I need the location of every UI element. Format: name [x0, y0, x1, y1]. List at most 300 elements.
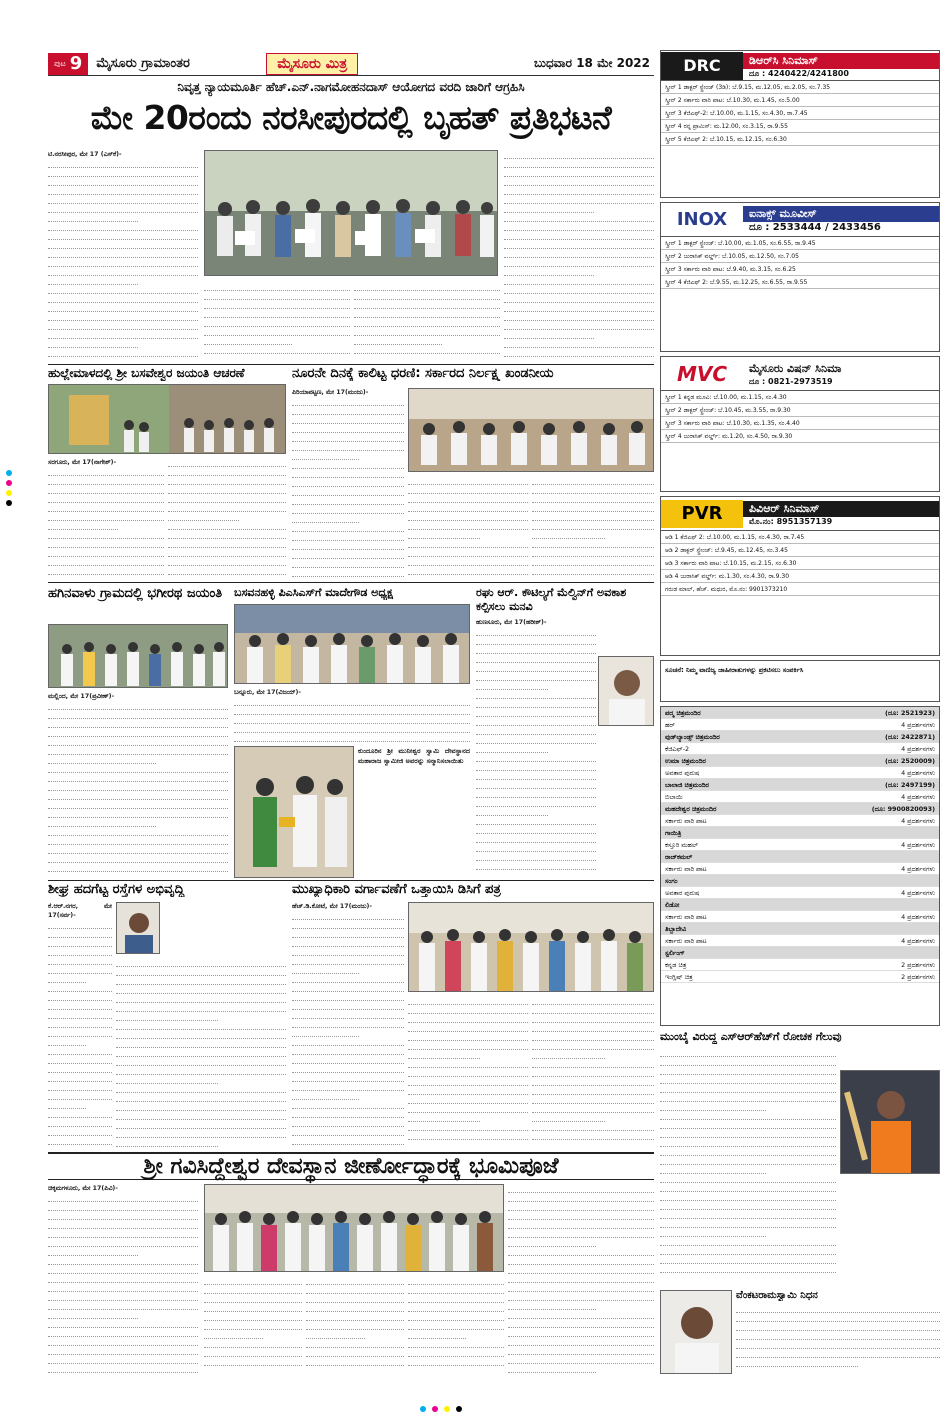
- body-text-line: [48, 800, 228, 809]
- body-text-line: [306, 1357, 404, 1366]
- theatre-film-row: [661, 839, 939, 851]
- body-text-line: [476, 870, 548, 878]
- pvr-showtime-row: ಆಡಿ 4 ಜುರಾಸಿಕ್ ವರ್ಲ್ಡ್: ಮ.1.30, ಸಂ.4.30, ರಾ.9.30: [661, 570, 939, 583]
- notice-text: ಸೂಚನೆ: ನಿಮ್ಮ ವಾಣಿಜ್ಯ ಜಾಹೀರಾತುಗಳನ್ನು ಪ್ರಕಟಿಸಲು ಸಂಪರ್ಕಿಸಿ: [665, 666, 804, 674]
- pvr-showtime-row: ಗರುಡ ಮಾಲ್, ಹೆಚ್. ಮಧುರ, ಮೊ.ನಂ: 9901373210: [661, 583, 939, 596]
- body-text-line: [532, 1077, 654, 1086]
- theatre-detail: [865, 923, 935, 934]
- theatre-film-row: [661, 959, 939, 971]
- body-text-line: [204, 1321, 302, 1330]
- pvr-name: ಪಿವಿಆರ್ ಸಿನಿಮಾಸ್: [743, 501, 939, 517]
- body-text-line: [292, 478, 404, 487]
- body-text-line: [504, 339, 654, 348]
- body-text-line: [292, 1127, 404, 1136]
- body-text-line: [476, 672, 596, 681]
- temple-procession-image: [49, 385, 286, 454]
- body-text-line: [292, 938, 404, 947]
- theatre-detail: 4 ಪ್ರದರ್ಶನಗಳು: [901, 865, 935, 873]
- theatre-film-row: [661, 719, 939, 731]
- body-text-line: [532, 485, 654, 494]
- body-text-line: [292, 505, 404, 514]
- body-text-line: [508, 1193, 654, 1202]
- body-text-line: [48, 330, 198, 339]
- body-text-line: [508, 1319, 654, 1328]
- body-text-line: [660, 1048, 836, 1057]
- story-transfer-body-col2: [408, 996, 528, 1148]
- body-text-line: [408, 512, 528, 521]
- body-text-line: [292, 1091, 359, 1100]
- story-transfer-photo: [408, 902, 654, 992]
- body-text-line: [508, 1202, 654, 1211]
- lead-body-col4: [504, 150, 654, 362]
- body-text-line: [116, 967, 286, 976]
- body-text-line: [292, 983, 404, 992]
- body-text-line: [292, 523, 404, 532]
- body-text-line: [116, 1066, 286, 1075]
- body-text-line: [532, 1032, 654, 1041]
- body-text-line: [48, 494, 164, 503]
- body-text-line: [292, 559, 404, 568]
- lead-kicker: ನಿವೃತ್ತ ನ್ಯಾಯಮೂರ್ತಿ ಹೆಚ್.ಎನ್.ನಾಗಮೋಹನದಾಸ್ ಆಯೋಗದ ವರದಿ ಜಾರಿಗೆ ಆಗ್ರಹಿಸಿ: [177, 80, 525, 94]
- theatre-detail: [865, 827, 935, 838]
- body-text-line: [306, 1330, 365, 1339]
- body-text-line: [204, 345, 350, 354]
- body-text-line: [292, 920, 404, 929]
- body-text-line: [476, 807, 548, 816]
- body-text-line: [504, 294, 654, 303]
- body-text-line: [408, 1104, 528, 1113]
- body-text-line: [292, 1028, 359, 1037]
- body-text-line: [508, 1337, 654, 1346]
- body-text-line: [408, 521, 528, 530]
- body-text-line: [508, 1229, 654, 1238]
- black-dot: [456, 1406, 462, 1412]
- body-text-line: [408, 1068, 528, 1077]
- body-text-line: [508, 1310, 654, 1319]
- body-text-line: [532, 1095, 654, 1104]
- body-text-line: [508, 1247, 654, 1256]
- body-text-line: [292, 992, 404, 1001]
- story-pacs-dateline: ಬನ್ನೂರು, ಮೇ 17(ವಿಜಯ್)-: [234, 689, 302, 696]
- body-text-line: [660, 1111, 836, 1120]
- body-text-line: [292, 568, 404, 577]
- body-text-line: [504, 312, 654, 321]
- body-text-line: [48, 575, 164, 578]
- cricketer-image: [841, 1071, 940, 1174]
- body-text-line: [354, 282, 500, 291]
- body-text-line: [48, 1019, 112, 1028]
- body-text-line: [48, 249, 198, 258]
- story-pacs-body: [234, 688, 470, 742]
- body-text-line: [204, 318, 350, 327]
- body-text-line: [504, 150, 654, 159]
- portrait-image: [599, 657, 654, 726]
- body-text-line: [660, 1246, 836, 1255]
- body-text-line: [476, 798, 596, 807]
- body-text-line: [504, 177, 654, 186]
- body-text-line: [48, 339, 138, 348]
- body-text-line: [354, 291, 500, 300]
- theatre-label: ಗಾಯಿತ್ರಿ: [665, 829, 682, 837]
- body-text-line: [204, 1294, 302, 1303]
- story-temple-body-col1: [48, 1184, 198, 1374]
- body-text-line: [204, 1330, 263, 1339]
- body-text-line: [532, 1014, 654, 1023]
- theatre-name-row: [661, 851, 939, 863]
- theatre-detail: [865, 947, 935, 958]
- story-basava-body-col2: [168, 458, 286, 578]
- body-text-line: [736, 1349, 940, 1358]
- body-text-line: [48, 566, 164, 575]
- body-text-line: [292, 1037, 404, 1046]
- bhoomi-pooja-image: [205, 1185, 504, 1272]
- body-text-line: [48, 557, 164, 566]
- body-text-line: [306, 1312, 404, 1321]
- drc-showtimes: [661, 81, 939, 146]
- theatre-label: ಬಾಲಾಜಿ ಚಿತ್ರಮಂದಿರ: [665, 781, 709, 789]
- body-text-line: [736, 1304, 940, 1313]
- divider: [48, 582, 654, 583]
- body-text-line: [476, 861, 596, 870]
- body-text-line: [48, 872, 228, 878]
- theatre-label: ಪದ್ಮ ಚಿತ್ರಮಂದಿರ: [665, 709, 701, 717]
- divider: [48, 880, 654, 881]
- body-text-line: [168, 503, 286, 512]
- body-text-line: [408, 1059, 528, 1068]
- mvc-showtime-row: ಸ್ಕ್ರೀನ್ 2 ಡಾಕ್ಟರ್ ಸ್ಟ್ರೇಂಜ್: ಬೆ.10.45, ಮ.3.55, ರಾ.9.30: [661, 404, 939, 417]
- body-text-line: [168, 476, 286, 485]
- body-text-line: [292, 929, 404, 938]
- story-roads-body-col2: [116, 958, 286, 1148]
- body-text-line: [504, 330, 594, 339]
- body-text-line: [48, 1373, 138, 1374]
- story-bhagiratha-photo: [48, 624, 228, 688]
- body-text-line: [48, 1346, 198, 1355]
- body-text-line: [408, 539, 528, 548]
- body-text-line: [504, 285, 654, 294]
- body-text-line: [48, 1064, 112, 1073]
- body-text-line: [204, 327, 350, 336]
- story-transfer-dateline: ಹೆಚ್.ಡಿ.ಕೋಟೆ, ಮೇ 17(ಮಂಜು)-: [292, 903, 372, 910]
- drc-showtime-row: ಸ್ಕ್ರೀನ್ 5 ಕೆಜಿಎಫ್ 2: ಬೆ.10.15, ಮ.12.15, ಸಂ.6.30: [661, 133, 939, 146]
- body-text-line: [408, 1339, 504, 1348]
- body-text-line: [660, 1057, 836, 1066]
- theatre-name-row: [661, 947, 939, 959]
- yellow-dot: [6, 490, 12, 496]
- story-swamiji-photo: [234, 746, 354, 878]
- story-temple-body-col3: [306, 1276, 404, 1374]
- body-text-line: [476, 825, 596, 834]
- body-text-line: [532, 566, 654, 575]
- body-text-line: [292, 487, 404, 496]
- story-bhagiratha-dateline: ಮಲ್ಲಿಂದ, ಮೇ 17(ಪ್ರವೀಣ್)-: [48, 693, 115, 700]
- theatre-label: ಇಂಗ್ಲಿಷ್ ಚಿತ್ರ: [665, 973, 693, 981]
- body-text-line: [292, 442, 404, 451]
- body-text-line: [48, 1355, 198, 1364]
- theatre-detail: [865, 899, 935, 910]
- body-text-line: [660, 1264, 836, 1273]
- body-text-line: [48, 1202, 198, 1211]
- body-text-line: [168, 539, 286, 548]
- body-text-line: [292, 469, 404, 478]
- body-text-line: [532, 494, 654, 503]
- body-text-line: [48, 1247, 138, 1256]
- theatre-label: ಸ್ಟರ್ಲಿಂಗ್: [665, 949, 685, 957]
- body-text-line: [532, 1050, 605, 1059]
- body-text-line: [48, 1055, 112, 1064]
- body-text-line: [48, 294, 198, 303]
- drc-phone: ದೂ : 4240422/4241800: [749, 68, 849, 78]
- body-text-line: [504, 249, 654, 258]
- cinema-pvr-box: [660, 496, 940, 656]
- body-text-line: [408, 1050, 480, 1059]
- body-text-line: [204, 1303, 302, 1312]
- body-text-line: [48, 956, 112, 965]
- body-text-line: [48, 231, 198, 240]
- body-text-line: [508, 1211, 654, 1220]
- body-text-line: [504, 222, 654, 231]
- body-text-line: [292, 1073, 404, 1082]
- story-obituary-headline: ವೆಂಕಟರಾಮಸ್ವಾಮಿ ನಿಧನ: [736, 1290, 818, 1301]
- body-text-line: [476, 708, 596, 717]
- story-kautilya-body-col1: [476, 618, 596, 878]
- body-text-line: [48, 1337, 198, 1346]
- theatre-label: ವುಡ್‌ಲ್ಯಾಂಡ್ಸ್ ಚಿತ್ರಮಂದಿರ: [665, 733, 720, 741]
- body-text-line: [292, 1055, 404, 1064]
- body-text-line: [508, 1301, 596, 1310]
- body-text-line: [408, 530, 480, 539]
- body-text-line: [354, 318, 500, 327]
- body-text-line: [48, 965, 112, 974]
- body-text-line: [48, 773, 228, 782]
- body-text-line: [48, 539, 164, 548]
- theatre-detail: 4 ಪ್ರದರ್ಶನಗಳು: [901, 817, 935, 825]
- body-text-line: [660, 1120, 836, 1129]
- pvr-logo: PVR: [661, 500, 743, 528]
- body-text-line: [354, 300, 500, 309]
- theatre-film-row: [661, 863, 939, 875]
- body-text-line: [48, 1109, 112, 1118]
- body-text-line: [204, 1339, 302, 1348]
- body-text-line: [476, 744, 548, 753]
- magenta-dot: [432, 1406, 438, 1412]
- body-text-line: [48, 186, 198, 195]
- body-text-line: [476, 834, 596, 843]
- theatre-label: ಸರ್ಕಾರು ವಾರಿ ಪಾಟ: [665, 913, 707, 921]
- theatre-name-row: [661, 755, 939, 767]
- body-text-line: [532, 503, 654, 512]
- theatre-label: ಕಸ್ತೂರಿ ಮಹಲ್: [665, 841, 699, 849]
- story-transfer-headline: ಮುಖ್ಯಾಧಿಕಾರಿ ವರ್ಗಾವಣೆಗೆ ಒತ್ತಾಯಿಸಿ ಡಿಸಿಗೆ ಪತ್ರ: [292, 882, 501, 897]
- body-text-line: [48, 728, 228, 737]
- body-text-line: [508, 1220, 654, 1229]
- body-text-line: [532, 548, 654, 557]
- swamiji-photo-caption: ಕುಂದೂರಿನ ಶ್ರೀ ಮುನೀಶ್ವರ ಸ್ವಾಮಿ ದೇವಸ್ಥಾನದ ಮಹಾರಾಜ ಸ್ವಾಮೀಜಿ ಅವರನ್ನು ಸನ್ಮಾನಿಸಲಾಯಿತು: [358, 747, 470, 765]
- theatre-film-row: [661, 767, 939, 779]
- obituary-portrait: [660, 1290, 732, 1374]
- cinema-drc-box: [660, 50, 940, 198]
- drc-logo: DRC: [661, 52, 743, 80]
- body-text-line: [292, 1082, 404, 1091]
- body-text-line: [204, 291, 350, 300]
- body-text-line: [408, 1086, 528, 1095]
- body-text-line: [504, 231, 654, 240]
- theatre-label: ಹರ್: [665, 721, 675, 729]
- mvc-showtime-row: ಸ್ಕ್ರೀನ್ 1 ಕನ್ನಡ ಮೂವಿ: ಬೆ.10.00, ಮ.1.15, ಸಂ.4.30: [661, 391, 939, 404]
- theatre-detail: (ದೂ: 2497199): [885, 781, 935, 789]
- theatre-detail: 2 ಪ್ರದರ್ಶನಗಳು: [901, 961, 935, 969]
- story-dharani-body-col1: [292, 388, 404, 578]
- body-text-line: [48, 701, 228, 710]
- body-text-line: [116, 958, 286, 967]
- body-text-line: [292, 1064, 404, 1073]
- body-text-line: [532, 521, 654, 530]
- body-text-line: [292, 397, 404, 406]
- body-text-line: [408, 503, 528, 512]
- body-text-line: [408, 548, 528, 557]
- gathering-image: [49, 625, 228, 688]
- body-text-line: [504, 276, 654, 285]
- page-number-tag: [48, 53, 88, 75]
- body-text-line: [48, 1328, 198, 1337]
- body-text-line: [48, 974, 86, 983]
- body-text-line: [504, 321, 654, 330]
- story-ipl-photo: [840, 1070, 940, 1174]
- body-text-line: [168, 485, 286, 494]
- body-text-line: [408, 1276, 504, 1285]
- story-temple-body-col5: [508, 1184, 654, 1374]
- body-text-line: [168, 494, 286, 503]
- body-text-line: [354, 309, 500, 318]
- pvr-phone: ಮೊ.ನಂ: 8951357139: [749, 516, 833, 526]
- body-text-line: [660, 1210, 836, 1219]
- body-text-line: [116, 1012, 218, 1021]
- theatre-film-row: [661, 743, 939, 755]
- body-text-line: [48, 1073, 112, 1082]
- body-text-line: [660, 1174, 836, 1183]
- body-text-line: [408, 1005, 528, 1014]
- body-text-line: [292, 1136, 404, 1145]
- body-text-line: [48, 854, 228, 863]
- story-basava-dateline: ಸರಗೂರು, ಮೇ 17(ನಾಗೇಶ್)-: [48, 459, 117, 466]
- body-text-line: [48, 204, 198, 213]
- body-text-line: [204, 1348, 302, 1357]
- masthead: [48, 52, 654, 76]
- body-text-line: [48, 1001, 112, 1010]
- theatre-detail: (ದೂ: 2520009): [885, 757, 935, 765]
- body-text-line: [48, 992, 112, 1001]
- body-text-line: [204, 1276, 302, 1285]
- body-text-line: [354, 345, 500, 354]
- theatre-name-row: [661, 899, 939, 911]
- body-text-line: [476, 816, 596, 825]
- body-text-line: [292, 451, 359, 460]
- theatre-label: ಬಿಲಾಯಿ: [665, 793, 683, 801]
- body-text-line: [48, 1220, 198, 1229]
- body-text-line: [48, 791, 228, 800]
- story-roads-portrait: [116, 902, 160, 954]
- story-ipl-headline: ಮುಂಬೈ ವಿರುದ್ಧ ಎಸ್‌ಆರ್‌ಹೆಚ್‌ಗೆ ರೋಚಕ ಗೆಲುವು: [660, 1030, 842, 1043]
- body-text-line: [476, 762, 596, 771]
- body-text-line: [306, 1348, 404, 1357]
- body-text-line: [504, 213, 654, 222]
- story-kautilya-dateline: ಹುಣಸೂರು, ಮೇ 17(ಹರೀಶ್)-: [476, 619, 547, 626]
- mvc-phone: ದೂ : 0821-2973519: [749, 376, 833, 386]
- body-text-line: [532, 476, 654, 485]
- body-text-line: [508, 1328, 654, 1337]
- mvc-logo: MVC: [676, 361, 728, 386]
- theatre-detail: 4 ಪ್ರದರ್ಶನಗಳು: [901, 793, 935, 801]
- body-text-line: [508, 1283, 654, 1292]
- story-kautilya-portrait: [598, 656, 654, 726]
- theatre-name-row: [661, 875, 939, 887]
- protest-crowd-image: [205, 151, 498, 276]
- body-text-line: [532, 1122, 654, 1131]
- body-text-line: [48, 303, 198, 312]
- body-text-line: [408, 996, 528, 1005]
- theatre-film-row: [661, 791, 939, 803]
- body-text-line: [234, 715, 470, 724]
- registration-marks: [420, 1406, 462, 1412]
- body-text-line: [292, 947, 404, 956]
- body-text-line: [508, 1346, 654, 1355]
- body-text-line: [408, 1330, 466, 1339]
- section-name: ಮೈಸೂರು ಗ್ರಾಮಾಂತರ: [96, 56, 190, 71]
- body-text-line: [48, 1127, 112, 1136]
- body-text-line: [408, 1122, 528, 1131]
- body-text-line: [48, 983, 112, 992]
- body-text-line: [660, 1237, 836, 1246]
- pvr-showtime-row: ಆಡಿ 3 ಸರ್ಕಾರು ವಾರಿ ಪಾಟ: ಬೆ.10.15, ಮ.2.15, ಸಂ.6.30: [661, 557, 939, 570]
- theatre-detail: 4 ಪ್ರದರ್ಶನಗಳು: [901, 769, 935, 777]
- cyan-dot: [420, 1406, 426, 1412]
- body-text-line: [48, 485, 164, 494]
- body-text-line: [508, 1256, 654, 1265]
- body-text-line: [234, 724, 470, 733]
- body-text-line: [204, 309, 350, 318]
- body-text-line: [532, 539, 654, 548]
- body-text-line: [48, 818, 156, 827]
- body-text-line: [292, 424, 404, 433]
- body-text-line: [476, 699, 596, 708]
- story-transfer-body-col1: [292, 902, 404, 1148]
- body-text-line: [116, 1102, 286, 1111]
- body-text-line: [476, 654, 596, 663]
- body-text-line: [48, 159, 198, 168]
- story-kautilya-headline: ರಘು ಆರ್. ಕೌಟಿಲ್ಯಗೆ ಮೆಲ್ವಿನ್‌ಗೆ ಅವಕಾಶ ಕಲ್ಪಿಸಲು ಮನವಿ: [476, 586, 627, 613]
- body-text-line: [292, 1010, 404, 1019]
- mvc-showtimes: [661, 391, 939, 443]
- body-text-line: [48, 1010, 112, 1019]
- body-text-line: [306, 1276, 404, 1285]
- body-text-line: [48, 1265, 198, 1274]
- body-text-line: [116, 1120, 286, 1129]
- body-text-line: [508, 1238, 596, 1247]
- drc-showtime-row: ಸ್ಕ್ರೀನ್ 1 ಡಾಕ್ಟರ್ ಸ್ಟ್ರೇಂಜ್ (3ಡಿ): ಬೆ.9.15, ಮ.12.05, ಮ.2.05, ಸಂ.7.35: [661, 81, 939, 94]
- body-text-line: [48, 1118, 112, 1127]
- mvc-showtime-row: ಸ್ಕ್ರೀನ್ 3 ಸರ್ಕಾರು ವಾರಿ ಪಾಟ: ಬೆ.10.30, ಮ.1.35, ಸಂ.4.40: [661, 417, 939, 430]
- body-text-line: [660, 1075, 836, 1084]
- theatre-name-row: [661, 923, 939, 935]
- body-text-line: [168, 467, 286, 476]
- body-text-line: [48, 1145, 112, 1148]
- body-text-line: [532, 1041, 654, 1050]
- newspaper-logo: ಮೈಸೂರು ಮಿತ್ರ: [266, 53, 358, 75]
- body-text-line: [292, 911, 404, 920]
- body-text-line: [476, 852, 596, 861]
- body-text-line: [48, 267, 198, 276]
- theatre-label: ಉಮಾ ಚಿತ್ರಮಂದಿರ: [665, 757, 706, 765]
